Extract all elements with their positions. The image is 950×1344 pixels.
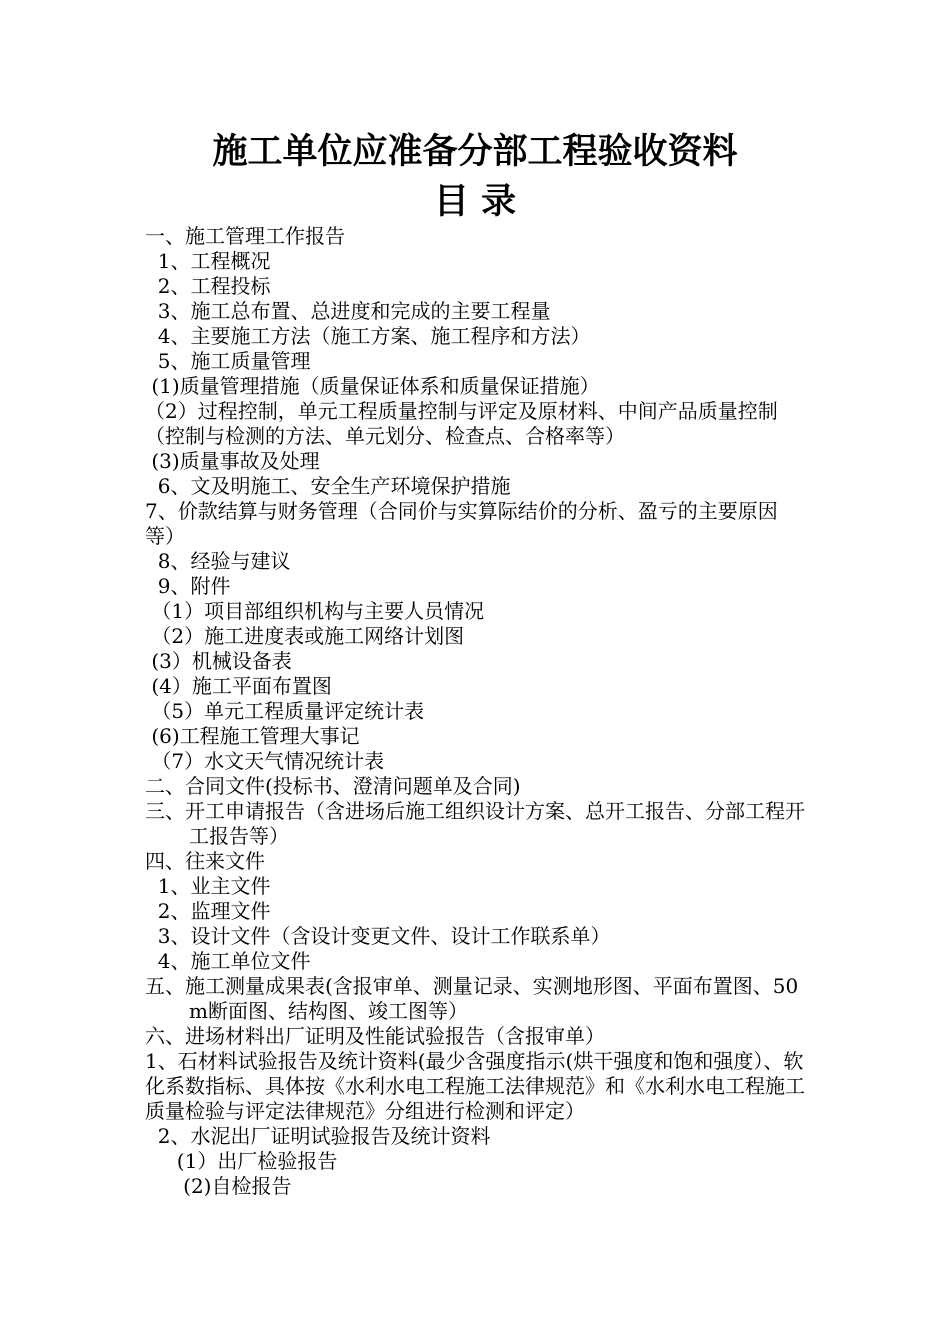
toc-line: 8、经验与建议 (145, 549, 291, 573)
toc-line: 3、设计文件（含设计变更文件、设计工作联系单） (145, 924, 611, 948)
toc-line: 7、价款结算与财务管理（合同价与实算际结价的分析、盈亏的主要原因等） (145, 499, 778, 548)
toc-line: （2）过程控制，单元工程质量控制与评定及原材料、中间产品质量控制（控制与检测的方法、单元划分、检查点、合格率等） (145, 399, 778, 448)
toc-line: 1、业主文件 (145, 874, 271, 898)
table-of-contents (145, 224, 805, 1199)
toc-line: 3、施工总布置、总进度和完成的主要工程量 (145, 299, 551, 323)
toc-line: （5）单元工程质量评定统计表 (145, 699, 425, 723)
toc-line: 五、施工测量成果表(含报审单、测量记录、实测地形图、平面布置图、50m断面图、结构图、竣工图等） (145, 974, 799, 1023)
document-title: 施工单位应准备分部工程验收资料 (212, 131, 738, 172)
toc-line: 1、石材料试验报告及统计资料(最少含强度指示(烘干强度和饱和强度）、软化系数指标、具体按《水利水电工程施工法律规范》和《水利水电工程施工质量检验与评定法律规范》分组进行检测和评定） (145, 1049, 805, 1123)
toc-line: 2、水泥出厂证明试验报告及统计资料 (145, 1124, 491, 1148)
toc-line: 4、施工单位文件 (145, 949, 311, 973)
toc-line: （1）项目部组织机构与主要人员情况 (145, 599, 485, 623)
toc-line: 2、工程投标 (145, 274, 271, 298)
toc-line: 1、工程概况 (145, 249, 271, 273)
toc-line: (4）施工平面布置图 (145, 674, 332, 698)
toc-line: (1）出厂检验报告 (145, 1149, 338, 1173)
toc-line: (1)质量管理措施（质量保证体系和质量保证措施） (145, 374, 600, 398)
toc-line: (2)自检报告 (145, 1174, 292, 1198)
toc-line: 4、主要施工方法（施工方案、施工程序和方法） (145, 324, 591, 348)
toc-line: 6、文及明施工、安全生产环境保护措施 (145, 474, 511, 498)
toc-line: （7）水文天气情况统计表 (145, 749, 385, 773)
toc-line: 9、附件 (145, 574, 231, 598)
toc-line: 二、合同文件(投标书、澄清问题单及合同) (145, 774, 521, 798)
toc-line: （2）施工进度表或施工网络计划图 (145, 624, 465, 648)
toc-line: 四、往来文件 (145, 849, 265, 873)
toc-line: (3）机械设备表 (145, 649, 292, 673)
toc-line: 三、开工申请报告（含进场后施工组织设计方案、总开工报告、分部工程开工报告等） (145, 799, 805, 848)
toc-heading: 目 录 (433, 181, 517, 222)
toc-line: (6)工程施工管理大事记 (145, 724, 360, 748)
toc-line: 5、施工质量管理 (145, 349, 311, 373)
toc-line: (3)质量事故及处理 (145, 449, 320, 473)
toc-line: 2、监理文件 (145, 899, 271, 923)
toc-line: 六、进场材料出厂证明及性能试验报告（含报审单） (145, 1024, 605, 1048)
toc-line: 一、施工管理工作报告 (145, 224, 345, 248)
